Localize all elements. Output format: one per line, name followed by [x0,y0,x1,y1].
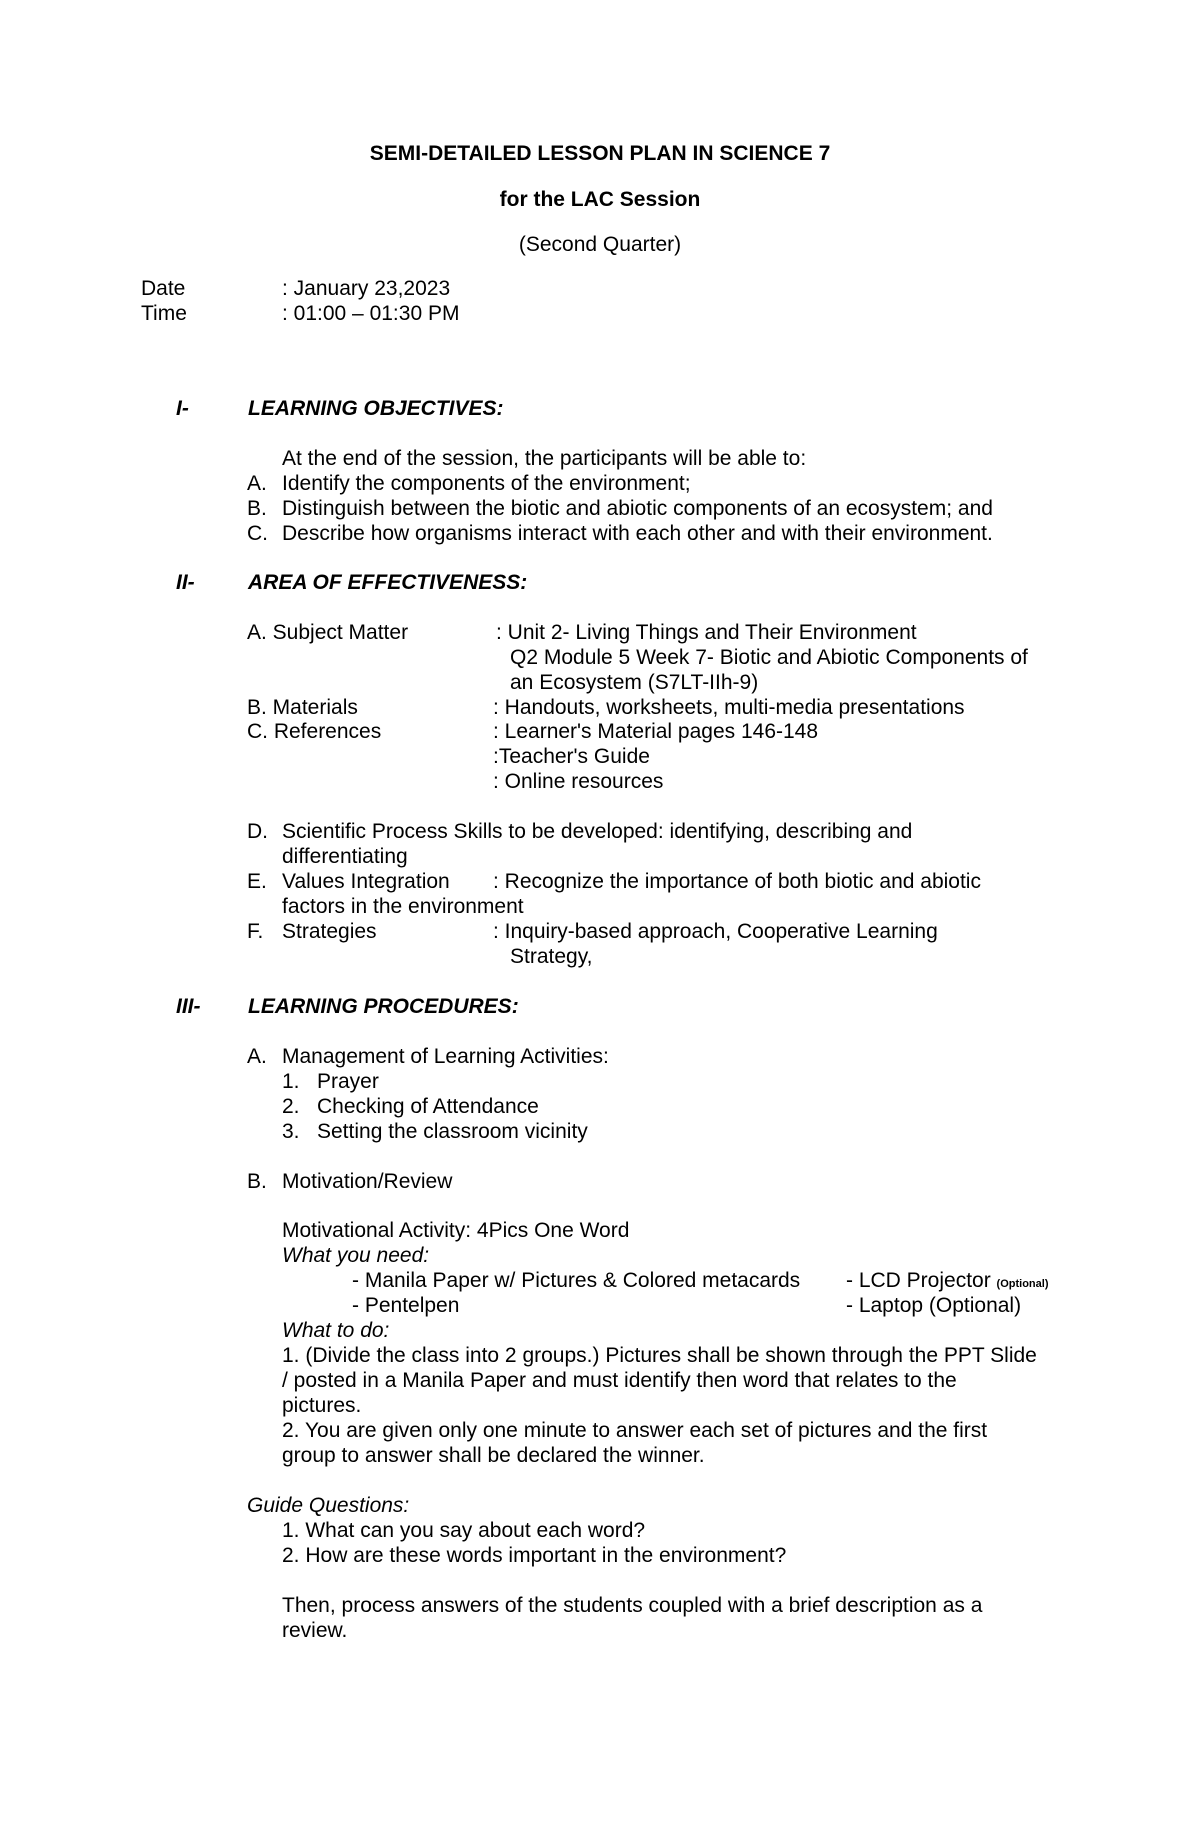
strategies-cont: Strategy, [510,945,593,968]
date-value: : January 23,2023 [282,277,451,300]
closing-line-1: Then, process answers of the students coupled with a brief description as a [282,1594,983,1617]
item-a-marker: A. [247,1045,267,1068]
guide-question-1: 1. What can you say about each word? [282,1519,646,1542]
closing-line-2: review. [282,1619,348,1642]
objective-c: Describe how organisms interact with each other and with their environment. [282,522,993,545]
item-b-marker: B. [247,1170,267,1193]
need-lcd-projector-label: - LCD Projector [846,1269,997,1292]
strategies-value: : Inquiry-based approach, Cooperative Learning [493,920,938,943]
subject-matter-label: A. Subject Matter [247,621,409,644]
item-d-marker: D. [247,820,268,843]
subject-matter-line-3: an Ecosystem (S7LT-IIh-9) [510,671,759,694]
what-you-need-label: What you need: [282,1244,430,1267]
guide-question-2: 2. How are these words important in the environment? [282,1544,787,1567]
process-skills-line-2: differentiating [282,845,408,868]
values-integration-value: : Recognize the importance of both biotic and abiotic [493,870,981,893]
activity-attendance: Checking of Attendance [317,1095,539,1118]
what-to-do-label: What to do: [282,1319,390,1342]
materials-value: : Handouts, worksheets, multi-media presentations [493,696,965,719]
section-1-heading: LEARNING OBJECTIVES: [248,397,504,420]
reference-1: : Learner's Material pages 146-148 [493,720,819,743]
objective-b-marker: B. [247,497,267,520]
subject-matter-line-2: Q2 Module 5 Week 7- Biotic and Abiotic Components of [510,646,1028,669]
strategies-label: Strategies [282,920,377,943]
values-integration-cont: factors in the environment [282,895,524,918]
references-label: C. References [247,720,382,743]
todo-line-1: 1. (Divide the class into 2 groups.) Pictures shall be shown through the PPT Slide [282,1344,1037,1367]
objective-b: Distinguish between the biotic and abiotic components of an ecosystem; and [282,497,993,520]
objectives-intro: At the end of the session, the participants will be able to: [282,447,807,470]
date-label: Date [141,277,186,300]
todo-line-2: / posted in a Manila Paper and must identify then word that relates to the [282,1369,957,1392]
section-3-numeral: III- [176,995,201,1018]
need-pentelpen: - Pentelpen [352,1294,460,1317]
management-heading: Management of Learning Activities: [282,1045,609,1068]
item-e-marker: E. [247,870,267,893]
objective-a-marker: A. [247,472,267,495]
todo-line-4: 2. You are given only one minute to answer each set of pictures and the first [282,1419,988,1442]
motivational-activity: Motivational Activity: 4Pics One Word [282,1219,630,1242]
values-integration-label: Values Integration [282,870,450,893]
section-1-numeral: I- [176,397,189,420]
section-3-heading: LEARNING PROCEDURES: [248,995,519,1018]
todo-line-3: pictures. [282,1394,362,1417]
section-2-numeral: II- [176,571,195,594]
objective-a: Identify the components of the environment; [282,472,691,495]
guide-questions-label: Guide Questions: [247,1494,410,1517]
activity-1-marker: 1. [282,1070,300,1093]
item-f-marker: F. [247,920,264,943]
objective-c-marker: C. [247,522,268,545]
quarter-label: (Second Quarter) [518,233,682,256]
process-skills-line-1: Scientific Process Skills to be developed: identifying, describing and [282,820,913,843]
reference-2: :Teacher's Guide [493,745,650,768]
materials-label: B. Materials [247,696,358,719]
document-title: SEMI-DETAILED LESSON PLAN IN SCIENCE 7 [369,142,831,165]
todo-line-5: group to answer shall be declared the winner. [282,1444,705,1467]
need-laptop: - Laptop (Optional) [846,1294,1022,1317]
need-manila-paper: - Manila Paper w/ Pictures & Colored metacards [352,1269,801,1292]
reference-3: : Online resources [493,770,664,793]
subject-matter-line-1: : Unit 2- Living Things and Their Environment [496,621,917,644]
motivation-heading: Motivation/Review [282,1170,453,1193]
document-subtitle: for the LAC Session [499,188,701,211]
section-2-heading: AREA OF EFFECTIVENESS: [248,571,528,594]
time-label: Time [141,302,187,325]
activity-vicinity: Setting the classroom vicinity [317,1120,588,1143]
activity-prayer: Prayer [317,1070,379,1093]
activity-3-marker: 3. [282,1120,300,1143]
time-value: : 01:00 – 01:30 PM [282,302,460,325]
optional-note: (Optional) [996,1278,1049,1290]
activity-2-marker: 2. [282,1095,300,1118]
